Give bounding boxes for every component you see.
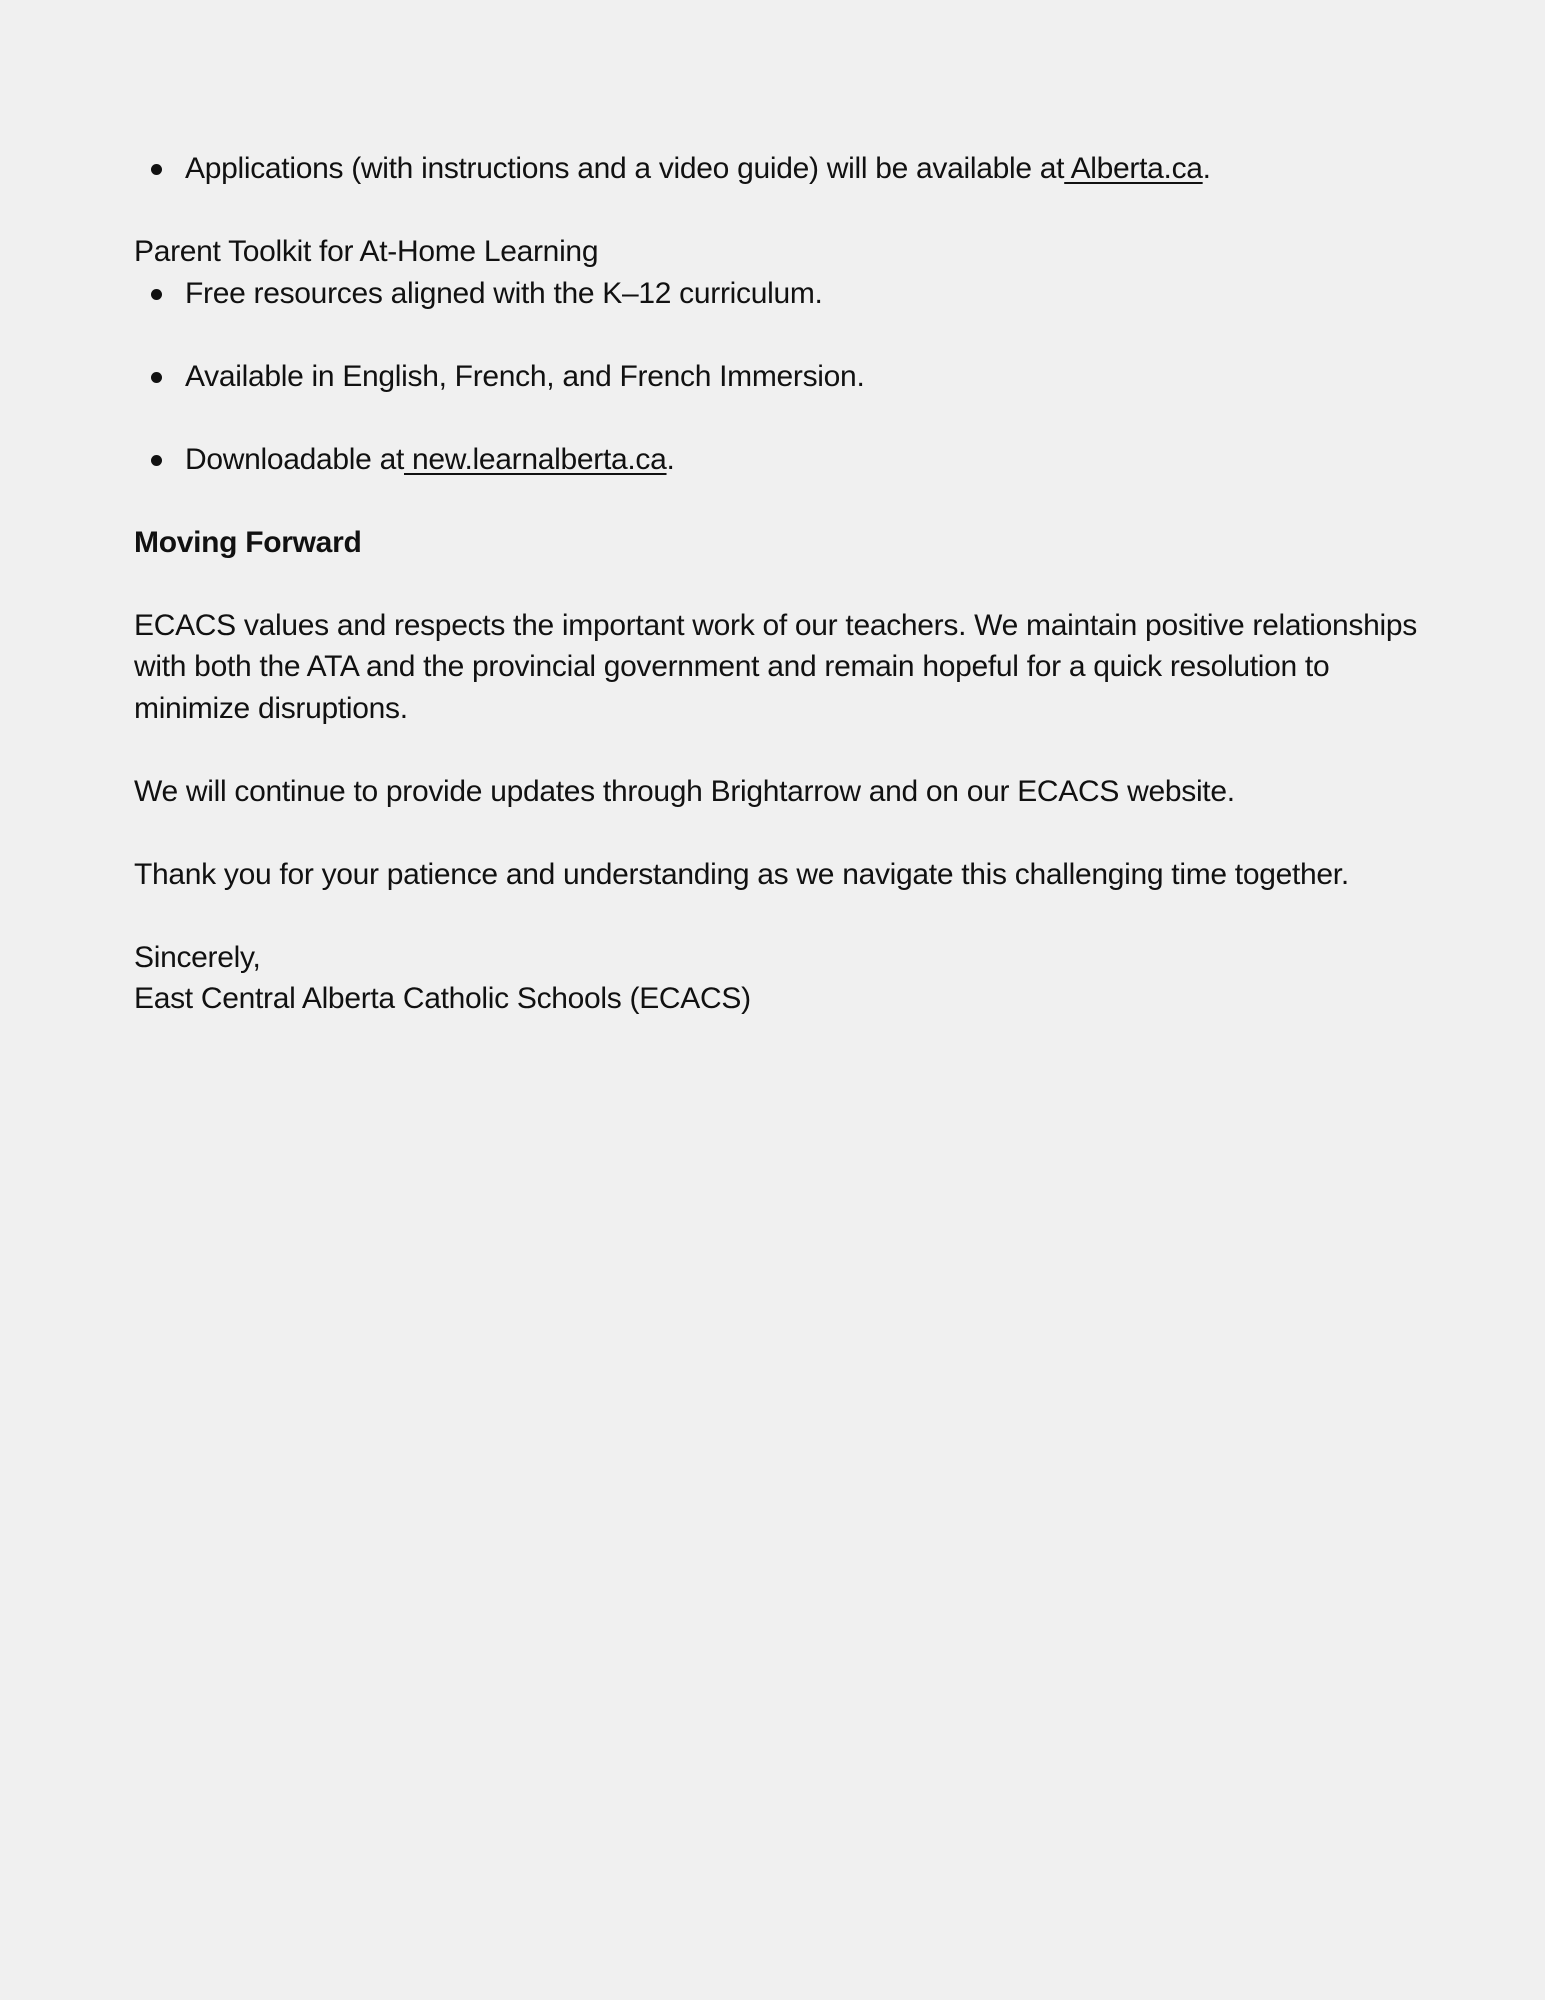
toolkit-list: [134, 273, 1424, 481]
document-body: [134, 148, 1424, 1020]
alberta-ca-link[interactable]: Alberta.ca: [1064, 152, 1203, 185]
spacer: [134, 190, 1424, 232]
list-item-text: Downloadable at: [185, 442, 404, 476]
spacer: [134, 397, 1424, 439]
moving-forward-heading: Moving Forward: [134, 525, 362, 559]
list-item-text: Available in English, French, and French Immersion.: [185, 359, 865, 393]
bullet-icon: [151, 164, 162, 175]
list-item-text: Applications (with instructions and a video guide) will be available at: [185, 152, 1065, 185]
spacer: [134, 895, 1424, 937]
list-item: [134, 148, 1424, 190]
spacer: [134, 812, 1424, 854]
bullet-icon: [151, 455, 162, 466]
paragraph-values: ECACS values and respects the important work of our teachers. We maintain positive relationships with both the ATA and the provincial government and remain hopeful for a quick resolution to minimize disruptions.: [134, 608, 1417, 725]
list-item-suffix: .: [666, 442, 675, 476]
list-item: [134, 439, 1424, 481]
list-item-text: Free resources aligned with the K–12 curriculum.: [185, 276, 823, 310]
list-item: [134, 356, 1424, 398]
closing: Sincerely,: [134, 940, 261, 974]
list-item-suffix: .: [1202, 152, 1211, 185]
paragraph-thanks: Thank you for your patience and understanding as we navigate this challenging time together.: [134, 857, 1349, 891]
spacer: [134, 480, 1424, 522]
bullet-icon: [151, 372, 162, 383]
spacer: [134, 729, 1424, 771]
signature: East Central Alberta Catholic Schools (ECACS): [134, 982, 751, 1015]
spacer: [134, 314, 1424, 356]
bullet-icon: [151, 289, 162, 300]
list-item: [134, 273, 1424, 315]
spacer: [134, 563, 1424, 605]
paragraph-updates: We will continue to provide updates through Brightarrow and on our ECACS website.: [134, 774, 1235, 808]
learnalberta-link[interactable]: new.learnalberta.ca: [404, 442, 667, 476]
applications-list: [134, 148, 1424, 190]
toolkit-title: Parent Toolkit for At-Home Learning: [134, 235, 599, 268]
